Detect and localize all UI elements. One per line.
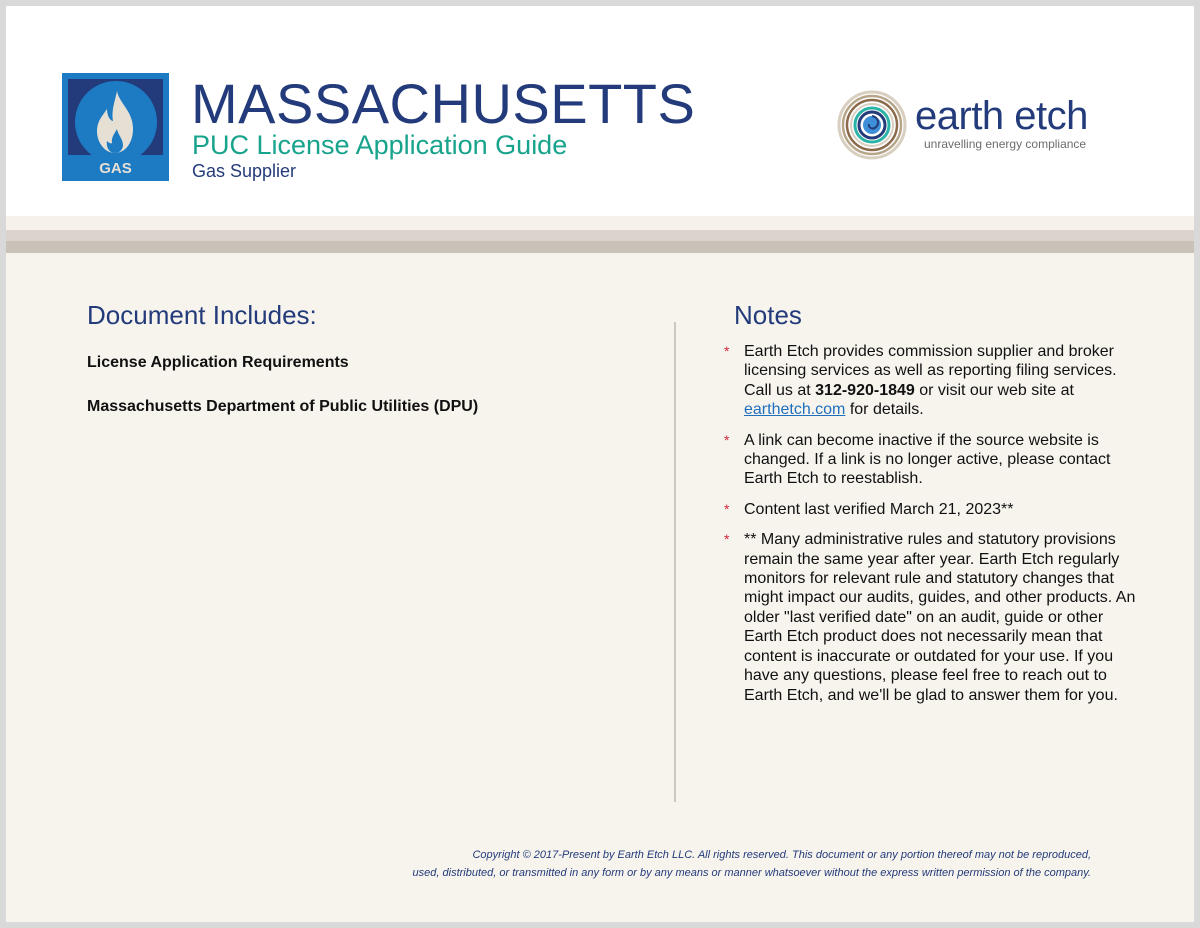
gas-flame-icon xyxy=(95,91,135,153)
page-title: MASSACHUSETTS xyxy=(191,72,696,135)
asterisk-bullet-icon: * xyxy=(724,343,730,359)
copyright-notice xyxy=(413,846,1091,882)
phone-number: 312-920-1849 xyxy=(815,381,915,399)
copyright-line: used, distributed, or transmitted in any form or by any means or manner whatsoever without the express written permission of the company. xyxy=(412,867,1091,879)
spiral-logo-icon xyxy=(837,90,907,160)
asterisk-bullet-icon: * xyxy=(724,431,730,448)
gas-logo-background xyxy=(68,79,163,155)
asterisk-bullet-icon: * xyxy=(724,500,730,517)
document-includes-item: Massachusetts Department of Public Utilities (DPU) xyxy=(87,398,479,415)
note-text: ** Many administrative rules and statutory provisions remain the same year after year. Earth Etch regularly monitors for relevant rule and statutory changes that might impact our audits, guides, and other products. An older "last verified date" on an audit, guide or other Earth Etch product does not necessarily mean that content is inaccurate or outdated for your use. If you have any questions, please feel free to reach out to Earth Etch, and we'll be glad to answer them for you. xyxy=(744,531,1136,704)
license-category: Gas Supplier xyxy=(192,161,297,181)
column-divider xyxy=(674,322,676,802)
note-text-segment: or visit our web site at xyxy=(914,381,1074,399)
note-text: Content last verified March 21, 2023** xyxy=(744,500,1014,518)
notes-list xyxy=(718,342,1138,716)
note-text-segment: for details. xyxy=(845,401,924,419)
document-includes-item: License Application Requirements xyxy=(87,354,349,371)
header xyxy=(6,6,1194,216)
note-text xyxy=(744,342,1138,420)
page-subtitle: PUC License Application Guide xyxy=(192,130,568,160)
note-text: A link can become inactive if the source website is changed. If a link is no longer active, please contact Earth Etch to reestablish. xyxy=(744,431,1111,488)
brand-name: earth etch xyxy=(915,94,1088,138)
document-includes-heading: Document Includes: xyxy=(87,300,317,330)
asterisk-bullet-icon: * xyxy=(724,531,730,548)
header-band-dark xyxy=(6,241,1194,253)
note-item xyxy=(718,530,1138,705)
note-item xyxy=(718,342,1138,420)
gas-logo xyxy=(62,73,169,181)
website-link[interactable]: earthetch.com xyxy=(744,401,846,419)
header-band-light xyxy=(6,216,1194,230)
brand-tagline: unravelling energy compliance xyxy=(924,137,1087,151)
note-item xyxy=(718,500,1138,519)
notes-heading: Notes xyxy=(734,300,802,330)
note-item xyxy=(718,431,1138,489)
gas-logo-label: GAS xyxy=(99,160,132,177)
copyright-line: Copyright © 2017-Present by Earth Etch LLC. All rights reserved. This document or any portion thereof may not be reproduced, xyxy=(472,849,1091,861)
note-text-segment: Earth Etch provides commission supplier and broker licensing services as well as reporting filing services. Call us at xyxy=(744,343,1117,399)
header-band-mid xyxy=(6,230,1194,241)
document-page xyxy=(6,6,1194,922)
